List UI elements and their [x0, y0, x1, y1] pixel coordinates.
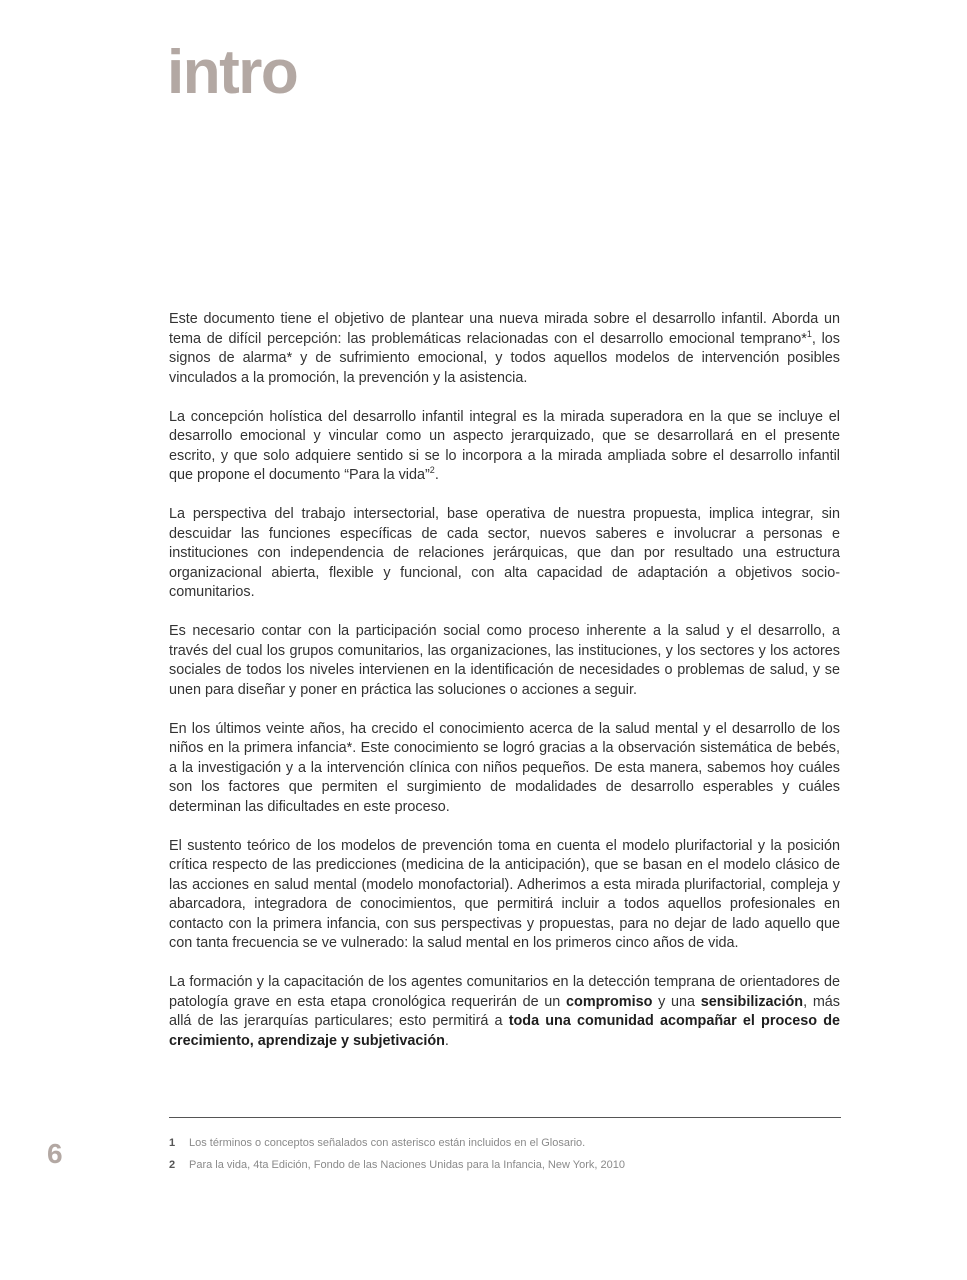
emphasis-sensibilizacion: sensibilización	[700, 993, 804, 1010]
paragraph-5: En los últimos veinte años, ha crecido el conocimiento acerca de la salud mental y el desarrollo de los niños en la primera infancia*. Este conocimiento se logró gracias a la observación sistemática de bebés, a la investigación y a la intervención clínica con niños pequeños. De esta manera, sabemos hoy cuáles son los factores que permiten el surgimiento de modalidades de desarrollo esperables y cuáles determinan las dificultades en este proceso.	[169, 720, 840, 815]
emphasis-compromiso: compromiso	[566, 993, 653, 1010]
paragraph-4: Es necesario contar con la participación social como proceso inherente a la salud y el desarrollo, a través del cual los grupos comunitarios, las organizaciones, las instituciones, y los sectores y los actores sociales de todos los niveles intervienen en la identificación de necesidades o problemas de salud, y se unen para diseñar y poner en práctica las soluciones o acciones a seguir.	[169, 623, 840, 698]
paragraph-2-text-cont: .	[434, 467, 439, 483]
paragraph-6: El sustento teórico de los modelos de prevención toma en cuenta el modelo plurifactorial y la posición crítica respecto de las predicciones (medicina de la anticipación), que se basan en el modelo clásico de las acciones en salud mental (modelo monofactorial). Adherimos a esta mirada plurifactorial, compleja y abarcadora, integradora de conocimientos, que permitirá incluir a todos aquellos profesionales en contacto con la primera infancia, con sus perspectivas y propuestas, para no dejar de lado aquello que con tanta frecuencia se ve vulnerado: la salud mental en los primeros cinco años de vida.	[169, 837, 840, 951]
footnote-ref-2: 2	[429, 465, 435, 476]
page-number: 6	[47, 1138, 63, 1169]
paragraph-2-text: La concepción holística del desarrollo infantil integral es la mirada superadora en la que se incluye el desarrollo emocional y vincular como un aspecto jerarquizado, que se desarrollará en el presente escrito, y que solo adquiere sentido si se lo incorpora a la mirada ampliada sobre el desarrollo infantil que propone el documento “Para la vida”	[169, 408, 840, 483]
paragraph-1	[169, 310, 840, 388]
footnotes	[169, 1134, 841, 1178]
footnote-divider	[169, 1117, 841, 1118]
paragraph-2	[169, 408, 840, 486]
emphasis-comunidad: toda una comunidad acompañar el proceso de crecimiento, aprendizaje y subjetivación	[169, 1013, 841, 1049]
paragraph-7-text-3: , más allá de las jerarquías particulares; esto permitirá a	[169, 993, 841, 1029]
body-text	[169, 310, 840, 1071]
footnote-2	[169, 1156, 841, 1178]
paragraph-7-text-2: y una	[652, 993, 701, 1010]
footnote-text: Para la vida, 4ta Edición, Fondo de las Naciones Unidas para la Infancia, New York, 2010	[189, 1159, 625, 1171]
footnote-number: 1	[169, 1137, 176, 1149]
paragraph-7	[169, 973, 840, 1051]
footnote-number: 2	[169, 1159, 176, 1171]
paragraph-1-text: Este documento tiene el objetivo de plantear una nueva mirada sobre el desarrollo infantil. Aborda un tema de difícil percepción: las problemáticas relacionadas con el desarrollo emocional temprano*	[169, 311, 840, 347]
footnote-ref-1: 1	[806, 328, 812, 339]
page-title: intro	[167, 38, 298, 107]
footnote-text: Los términos o conceptos señalados con asterisco están incluidos en el Glosario.	[189, 1137, 586, 1149]
paragraph-7-text-4: .	[444, 1032, 449, 1049]
paragraph-7-text: La formación y la capacitación de los agentes comunitarios en la detección temprana de orientadores de patología grave en esta etapa cronológica requerirán de un	[169, 974, 840, 1010]
footnote-1	[169, 1134, 841, 1156]
paragraph-1-text-cont: , los signos de alarma* y de sufrimiento emocional, y todos aquellos modelos de intervención posibles vinculados a la promoción, la prevención y la asistencia.	[169, 330, 840, 386]
paragraph-3: La perspectiva del trabajo intersectorial, base operativa de nuestra propuesta, implica integrar, sin descuidar las funciones específicas de cada sector, nuevos saberes e involucrar a personas e instituciones con independencia de relaciones jerárquicas, que dan por resultado una estructura organizacional abierta, flexible y funcional, con alta capacidad de adaptación a objetivos socio-comunitarios.	[169, 506, 840, 600]
